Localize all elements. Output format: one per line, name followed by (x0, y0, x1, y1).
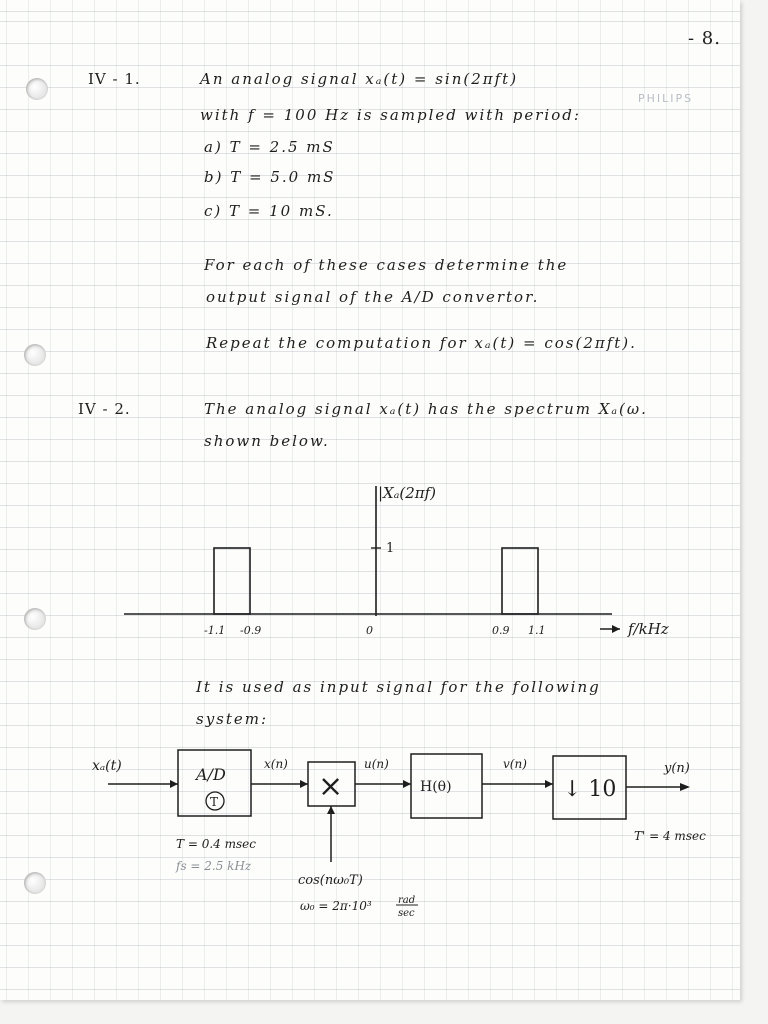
case-b: b) T = 5.0 mS (204, 168, 336, 186)
carrier-label: cos(nω₀T) (298, 873, 363, 888)
problem2-label: IV - 2. (78, 400, 131, 418)
omega-unit-denominator: sec (398, 908, 415, 919)
sampling-period-label: T = 0.4 msec (176, 837, 256, 851)
input-signal-label: xₐ(t) (92, 758, 122, 774)
amplitude-label: 1 (386, 541, 395, 556)
problem1-line2: with f = 100 Hz is sampled with period: (200, 106, 581, 124)
v-signal-label: v(n) (503, 757, 527, 771)
arrow-head (170, 780, 178, 788)
arrow-head (300, 780, 308, 788)
output-period-label: T' = 4 msec (634, 829, 706, 843)
filter-label: H(θ) (420, 779, 452, 795)
problem2-usage-line1: It is used as input signal for the following (196, 678, 601, 696)
arrow-head (680, 783, 690, 791)
adc-clock-label: T (210, 795, 219, 809)
adc-label: A/D (196, 765, 226, 784)
sampling-frequency-note: fs = 2.5 kHz (176, 859, 252, 873)
tick-label-2: 0 (366, 624, 373, 637)
omega-unit-numerator: rad (398, 895, 416, 906)
spectrum-y-label: |Xₐ(2πf) (378, 484, 437, 502)
problem1-label: IV - 1. (88, 70, 141, 88)
problem1-task-line2: output signal of the A/D convertor. (206, 288, 540, 306)
problem2-line1: The analog signal xₐ(t) has the spectrum Xₐ(ω. (204, 400, 648, 418)
tick-label-4: 1.1 (528, 624, 546, 637)
philips-watermark: PHILIPS (638, 92, 694, 105)
omega-label: ω₀ = 2π·10³ (300, 899, 372, 913)
spectrum-x-label: f/kHz (628, 620, 669, 638)
mixer-symbol: × (318, 769, 344, 804)
decimator-label: ↓ 10 (563, 777, 617, 802)
arrow-head (327, 806, 335, 814)
problem1-line1: An analog signal xₐ(t) = sin(2πft) (200, 70, 519, 88)
output-signal-label: y(n) (664, 761, 690, 776)
tick-label-0: -1.1 (204, 624, 226, 637)
tick-label-1: -0.9 (240, 624, 262, 637)
arrow-head (403, 780, 411, 788)
arrow-head (545, 780, 553, 788)
case-a: a) T = 2.5 mS (204, 138, 335, 156)
page-number: - 8. (688, 28, 721, 49)
problem1-repeat: Repeat the computation for xₐ(t) = cos(2πft). (206, 334, 637, 352)
u-signal-label: u(n) (364, 757, 389, 771)
problem1-task-line1: For each of these cases determine the (204, 256, 569, 274)
tick-label-3: 0.9 (492, 624, 510, 637)
x-signal-label: x(n) (264, 757, 288, 771)
problem2-line2: shown below. (204, 432, 330, 450)
problem2-usage-line2: system: (196, 710, 269, 728)
case-c: c) T = 10 mS. (204, 202, 334, 220)
